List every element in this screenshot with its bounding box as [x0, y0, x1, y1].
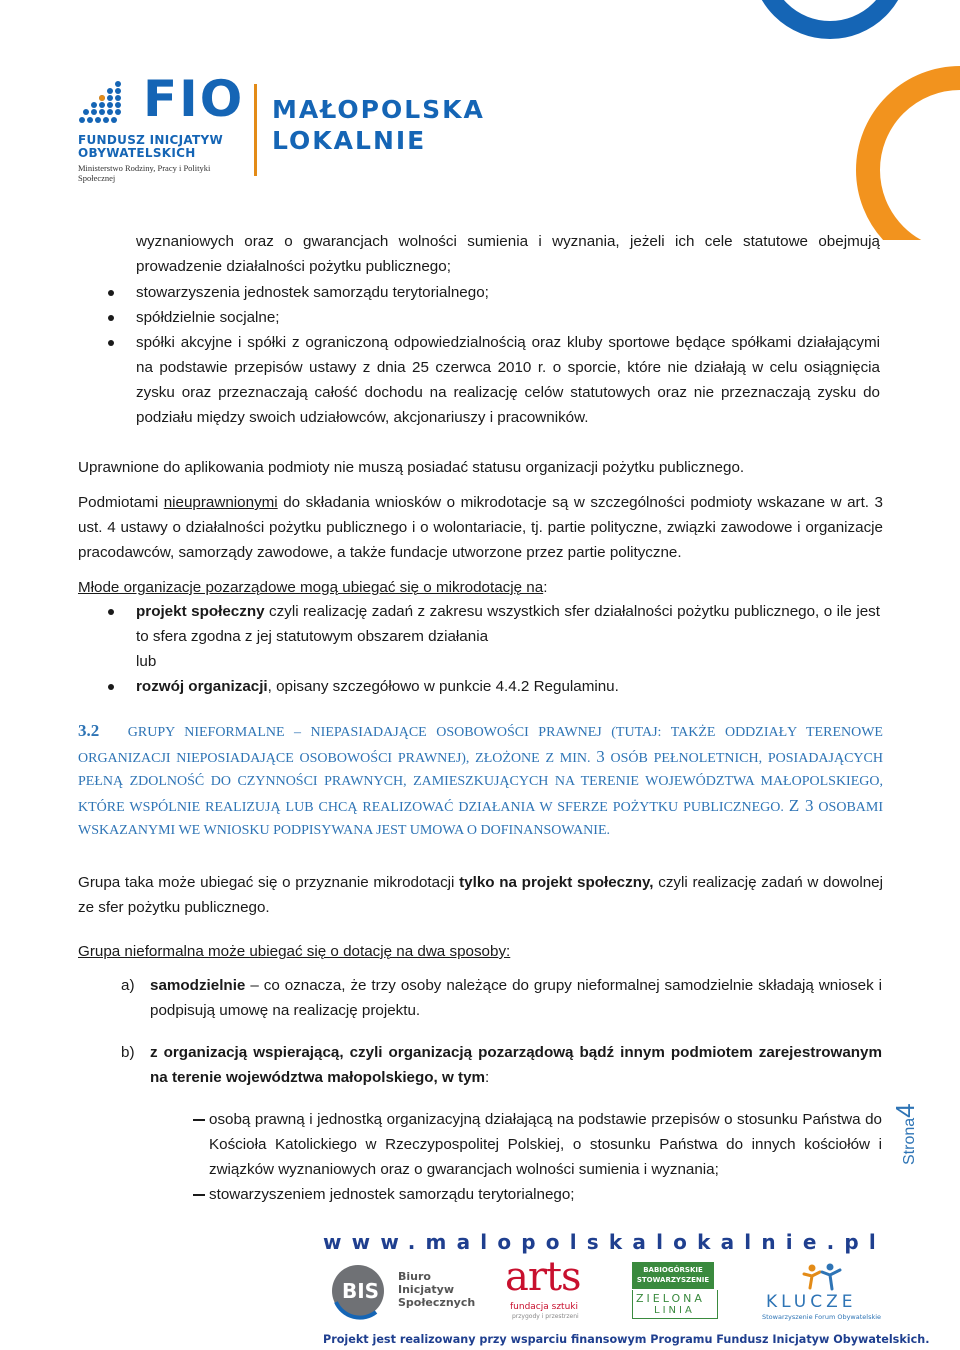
section-text: OSÓB PEŁNOLETNICH, POSIADAJĄCYCH PEŁNĄ ZDOLNOŚĆ DO CZYNNOŚCI PRAWNYCH, ZAMIESZKUJĄCYCH NA TERENIE WOJEWÓDZTWA MAŁOPOLSKIEGO, KTÓRE WSPÓLNIE REALIZUJĄ LUB CHCĄ REALIZOWAĆ DZIAŁANIA W SFERZE POŻYTKU PUBLICZNEGO.: [78, 750, 883, 815]
paragraph-grupa: [78, 870, 883, 920]
linia-text: LINIA: [654, 1305, 695, 1316]
funding-note: Projekt jest realizowany przy wsparciu finansowym Programu Fundusz Inicjatyw Obywatelskich.: [323, 1333, 930, 1346]
bis-name-line: Społecznych: [398, 1296, 476, 1309]
paragraph-uprawnione: Uprawnione do aplikowania podmioty nie muszą posiadać statusu organizacji pożytku publicznego.: [78, 459, 745, 476]
fio-logo-text: FIO: [143, 70, 245, 128]
list-continuation-line1: wyznaniowych oraz o gwarancjach wolności sumienia i wyznania, jeżeli ich cele statutowe obejmują: [136, 233, 880, 250]
text-span: Podmiotami: [78, 494, 164, 511]
section-text: 3: [596, 746, 605, 766]
bold-term: projekt społeczny: [136, 603, 265, 620]
sposob-b: [150, 1040, 882, 1090]
bold-term: samodzielnie: [150, 977, 246, 994]
mlode-item2: [136, 674, 880, 699]
sposob-a: [150, 973, 882, 1023]
fio-subtitle-line2: OBYWATELSKICH: [78, 146, 196, 160]
sposoby-title: Grupa nieformalna może ubiegać się o dotację na dwa sposoby:: [78, 943, 511, 960]
bold-term: rozwój organizacji: [136, 678, 268, 695]
section-text: OSOBAMI WSKAZANYMI WE WNIOSKU PODPISYWANA JEST UMOWA O DOFINANSOWANIE.: [78, 799, 883, 838]
dash-marker: [193, 1194, 205, 1196]
bis-name: [398, 1270, 475, 1309]
label-b: b): [121, 1044, 135, 1061]
arts-subtitle2: przygody i przestrzeni: [512, 1313, 579, 1320]
arts-subtitle: fundacja sztuki: [510, 1302, 578, 1312]
bis-abbr: BIS: [342, 1279, 380, 1303]
list-item: spółki akcyjne i spółki z ograniczoną odpowiedzialnością oraz kluby sportowe będące spółkami działającymi na podstawie przepisów ustawy z dnia 25 czerwca 2010 r. o sporcie, które nie działają w celu osiągnięcia zysku oraz przeznaczają całość dochodu na realizację celów statutowych oraz nie przeznaczają zysku do podziału między swoich udziałowców, akcjonariuszy i pracowników.: [136, 334, 880, 426]
zielona-text: ZIELONA: [636, 1292, 705, 1305]
underlined-term: nieuprawnionymi: [163, 494, 278, 511]
bullet: [108, 290, 114, 296]
text-span: czyli realizację zadań z zakresu wszystkich sfer działalności pożytku publicznego, o ile jest to sfera zgodna z jej statutowym obszarem działania: [136, 603, 880, 645]
website-link[interactable]: www.malopolskalokalnie.pl: [323, 1230, 886, 1254]
text-span: , opisany szczegółowo w punkcie 4.4.2 Regulaminu.: [267, 678, 619, 695]
ministry-name: Ministerstwo Rodziny, Pracy i Polityki Społecznej: [78, 163, 211, 183]
page-number: 4: [890, 1103, 920, 1118]
bold-term: z organizacją wspierającą, czyli organizacją pozarządową bądź innym podmiotem zarejestrowanym na terenie województwa małopolskiego, w tym: [150, 1044, 882, 1086]
fio-dots-icon: [78, 80, 124, 126]
bullet: [108, 315, 114, 321]
mlode-item1: [136, 599, 880, 649]
bis-name-line: Biuro: [398, 1270, 431, 1283]
colon: :: [485, 1069, 490, 1086]
section-heading: [78, 719, 883, 843]
fio-subtitle-line1: FUNDUSZ INICJATYW: [78, 133, 224, 147]
logo-divider: [254, 84, 257, 176]
brand-line1: MAŁOPOLSKA: [272, 95, 485, 124]
page-number-label: [890, 1085, 920, 1165]
list-continuation: [136, 229, 880, 279]
brand-line2: LOKALNIE: [272, 126, 427, 155]
bullet: [108, 340, 114, 346]
section-text: Z 3: [788, 795, 814, 815]
list-item: stowarzyszenia jednostek samorządu terytorialnego;: [136, 284, 489, 301]
label-a: a): [121, 977, 135, 994]
fio-subtitle: [78, 134, 238, 160]
mlode-title-text: Młode organizacje pozarządowe mogą ubiegać się o mikrodotację na: [78, 579, 544, 596]
babio-line: BABIOGÓRSKIE: [643, 1266, 703, 1274]
klucze-figures-icon: [800, 1262, 844, 1292]
list-continuation-line2: prowadzenie działalności pożytku publicznego;: [136, 258, 451, 275]
section-title: GRUPY NIEFORMALNE: [127, 725, 285, 740]
paragraph-nieuprawnione: [78, 490, 883, 565]
bis-name-line: Inicjatyw: [398, 1283, 454, 1296]
text-span: do składania wniosków o mikrodotacje są w szczególności podmioty wskazane w art. 3 ust. 4 ustawy o działalności pożytku publicznego i o wolontariacie, tj. partie polityczne, związki zawodowe i organizacje pracodawców, samorządy zawodowe, a także fundacje utworzone przez partie polityczne.: [78, 494, 883, 561]
decorative-rings: [730, 0, 960, 240]
bullet: [108, 684, 114, 690]
text-span: Grupa taka może ubiegać się o przyznanie mikrodotacji: [78, 874, 460, 891]
text-span: – co oznacza, że trzy osoby należące do grupy nieformalnej samodzielnie składają wniosek i podpisują umowę na realizację projektu.: [150, 977, 882, 1019]
list-item: spółdzielnie socjalne;: [136, 309, 280, 326]
text-span: czyli realizację zadań w dowolnej ze sfer pożytku publicznego.: [78, 874, 883, 916]
page-label: Strona: [901, 1117, 918, 1165]
dash-item: osobą prawną i jednostką organizacyjną działającą na podstawie przepisów o stosunku Państwa do Kościoła Katolickiego w Rzeczypospolitej Polskiej, o stosunku Państwa do innych kościołów i związków wyznaniowych oraz o gwarancjach wolności sumienia i wyznania;: [209, 1111, 882, 1178]
lub-text: lub: [136, 653, 157, 670]
mlode-title: [78, 575, 883, 600]
babio-box: [632, 1262, 714, 1289]
babio-line: STOWARZYSZENIE: [636, 1276, 710, 1284]
bullet: [108, 609, 114, 615]
bold-term: tylko na projekt społeczny,: [459, 874, 654, 891]
dash-marker: [193, 1119, 205, 1121]
arts-logo: arts: [505, 1254, 581, 1300]
klucze-subtitle: Stowarzyszenie Forum Obywatelskie: [762, 1313, 882, 1321]
section-number: 3.2: [78, 721, 100, 740]
colon: :: [543, 579, 548, 596]
section-text: – NIEPASIADAJĄCE OSOBOWOŚCI PRAWNEJ (TUTAJ: TAKŻE ODDZIAŁY TERENOWE ORGANIZACJI NIEPOSIADAJĄCE OSOBOWOŚCI PRAWNEJ), ZŁOŻONE Z MIN.: [78, 725, 883, 766]
dash-item: stowarzyszeniem jednostek samorządu terytorialnego;: [209, 1186, 575, 1203]
klucze-logo: KLUCZE: [766, 1292, 857, 1312]
zielona-frame: [632, 1290, 718, 1319]
